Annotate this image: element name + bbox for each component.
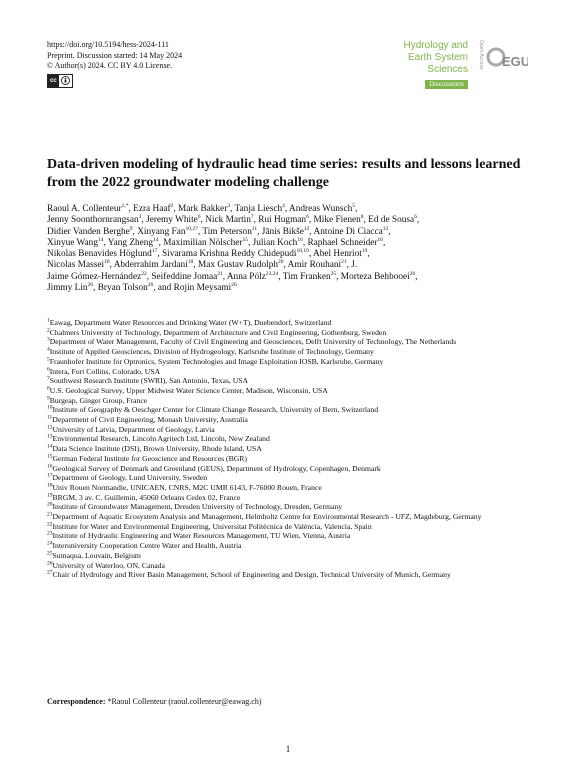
affiliation-item [47, 444, 532, 454]
affiliation-text: Interuniversity Cooperation Centre Water and Health, Austria [52, 541, 242, 551]
affiliation-number: 11 [47, 414, 53, 421]
affiliation-number: 15 [47, 453, 53, 460]
affiliation-number: 2 [47, 327, 50, 334]
by-person-icon [60, 76, 71, 86]
affiliation-number: 20 [47, 501, 53, 508]
affiliation-item [47, 561, 532, 571]
journal-brand [378, 40, 528, 90]
correspondence-email[interactable]: *Raoul Collenteur (raoul.collenteur@eawag.ch) [105, 697, 262, 706]
affiliation-number: 19 [47, 492, 53, 499]
affiliation-text: Department of Geology, Lund University, Sweden [52, 473, 208, 483]
affiliation-number: 1 [47, 317, 50, 324]
affiliation-number: 3 [47, 336, 50, 343]
affiliation-text: U.S. Geological Survey, Upper Midwest Water Science Center, Madison, Wisconsin, USA [49, 385, 328, 395]
affiliation-text: BRGM, 3 av. C. Guillemin, 45060 Orleans Cedex 02, France [52, 492, 241, 502]
affiliation-text: Intera, Fort Collins, Colorado, USA [49, 366, 161, 376]
cc-by-badge[interactable] [47, 74, 73, 88]
affiliation-item [47, 405, 532, 415]
page-number: 1 [285, 744, 291, 754]
affiliation-text: Institute of Geography & Oeschger Center for Climate Change Research, University of Bern, Switzerland [52, 405, 379, 415]
affiliation-number: 26 [47, 560, 53, 567]
affiliation-text: Burgeap, Ginger Group, France [49, 395, 148, 405]
author-list [47, 204, 532, 294]
affiliation-text: Data Science Institute (DSI), Brown University, Rhode Island, USA [52, 444, 262, 454]
affiliation-item [47, 483, 532, 493]
affiliation-text: Fraunhofer Institute for Optronics, System Technologies and Image Exploitation IOSB, Karlsruhe, Germany [49, 356, 384, 366]
affiliation-number: 5 [47, 356, 50, 363]
correspondence [47, 697, 262, 706]
affiliation-text: Institute of Hydraulic Engineering and Water Resources Management, TU Wien, Vienna, Austria [52, 531, 351, 541]
affiliation-item [47, 531, 532, 541]
author-line: Nicolas Massei$^{18}$, Abderrahim Jardani$^{18}$, Max Gustav Rudolph$^{20}$, Amir Rouhani$^{21}$, J. [47, 259, 358, 271]
affiliation-number: 9 [47, 395, 50, 402]
affiliation-text: German Federal Institute for Geoscience and Resources (BGR) [52, 453, 247, 463]
affiliation-item [47, 541, 532, 551]
affiliation-number: 17 [47, 472, 53, 479]
affiliation-text: Institute of Groundwater Management, Dresden University of Technology, Dresden, Germany [52, 502, 343, 512]
discussions-label: Discussions [425, 80, 468, 89]
affiliation-text: Southwest Research Institute (SWRI), San Antonio, Texas, USA [49, 376, 249, 386]
affiliation-list [47, 318, 532, 580]
affiliation-number: 25 [47, 550, 53, 557]
affiliation-item [47, 434, 532, 444]
license-text: © Author(s) 2024. CC BY 4.0 License. [47, 61, 173, 71]
open-access-label: Open Access [478, 40, 484, 70]
affiliation-item [47, 328, 532, 338]
affiliation-text: Geological Survey of Denmark and Greenland (GEUS), Department of Hydrology, Copenhagen, Denmark [52, 463, 381, 473]
affiliation-number: 23 [47, 530, 53, 537]
affiliation-text: Sumaqua, Louvain, Belgium [52, 550, 141, 560]
author-line: Nikolas Benavides Höglund$^{17}$, Sivarama Krishna Reddy Chidepudi$^{18,19}$, Abel Henriot$^{19}$, [47, 248, 370, 260]
egu-logo [486, 44, 528, 80]
correspondence-label: Correspondence: [47, 697, 106, 706]
affiliation-item [47, 522, 532, 532]
affiliation-item [47, 464, 532, 474]
author-line: Xinyue Wang$^{14}$, Yang Zheng$^{14}$, Maximilian Nölscher$^{15}$, Julian Koch$^{16}$, Raphael Schneider$^{16}$, [47, 236, 386, 248]
cc-badge-label: cc [48, 75, 59, 87]
affiliation-text: Univ Rouen Normandie, UNICAEN, CNRS, M2C UMR 6143, F-76000 Rouen, France [52, 482, 322, 492]
affiliation-text: Chalmers University of Technology, Department of Architecture and Civil Engineering, Gothenburg, Sweden [49, 327, 387, 337]
affiliation-text: Institute of Applied Geosciences, Division of Hydrogeology, Karlsruhe Institute of Technology, Germany [49, 347, 374, 357]
affiliation-text: University of Waterloo, ON, Canada [52, 560, 165, 570]
doi-link[interactable]: https://doi.org/10.5194/hess-2024-111 [47, 40, 169, 49]
affiliation-number: 13 [47, 433, 53, 440]
affiliation-number: 16 [47, 462, 53, 469]
affiliation-text: Chair of Hydrology and River Basin Management, School of Engineering and Design, Technical University of Munich, Germany [52, 570, 451, 580]
affiliation-item [47, 347, 532, 357]
affiliation-number: 27 [47, 569, 53, 576]
affiliation-item [47, 551, 532, 561]
affiliation-item [47, 425, 532, 435]
affiliation-number: 18 [47, 482, 53, 489]
affiliation-item [47, 454, 532, 464]
affiliation-item [47, 415, 532, 425]
affiliation-number: 4 [47, 346, 50, 353]
affiliation-text: Department of Water Management, Faculty of Civil Engineering and Geosciences, Delft University of Technology, The Netherlands [49, 337, 457, 347]
affiliation-number: 22 [47, 521, 53, 528]
affiliation-number: 7 [47, 375, 50, 382]
affiliation-text: University of Latvia, Department of Geology, Latvia [52, 424, 215, 434]
svg-text:EGU: EGU [502, 54, 528, 69]
affiliation-number: 12 [47, 424, 53, 431]
affiliation-text: Department of Aquatic Ecosystem Analysis and Management, Helmholtz Centre for Environmental Research - UFZ, Magdeburg, Germany [52, 512, 482, 522]
affiliation-item [47, 512, 532, 522]
affiliation-number: 14 [47, 443, 53, 450]
affiliation-text: Environmental Research, Lincoln Agritech Ltd, Lincoln, New Zealand [52, 434, 270, 444]
paper-title: Data-driven modeling of hydraulic head time series: results and lessons learned from the 2022 groundwater modeling challenge [47, 157, 521, 190]
author-line: Jenny Soonthornrangsan$^3$, Jeremy White$^6$, Nick Martin$^7$, Rui Hugman$^6$, Mike Fienen$^8$, Ed de Sousa$^6$, [47, 214, 420, 226]
author-line: Didier Vanden Berghe$^9$, Xinyang Fan$^{10,27}$, Tim Peterson$^{11}$, Jānis Bikše$^{12}$, Antoine Di Ciacca$^{13}$, [47, 225, 391, 237]
affiliation-item [47, 473, 532, 483]
author-line: Jimmy Lin$^{26}$, Bryan Tolson$^{26}$, and Rojin Meysami$^{26}$ [47, 281, 237, 294]
affiliation-item [47, 367, 532, 377]
affiliation-number: 21 [47, 511, 53, 518]
affiliation-item [47, 376, 532, 386]
author-line: Jaime Gómez-Hernández$^{22}$, Seifeddine Jomaa$^{21}$, Anna Pölz$^{23,24}$, Tim Franken$^{25}$, Morteza Behbooei$^{26}$, [47, 270, 418, 282]
affiliation-number: 10 [47, 404, 53, 411]
preprint-status: Preprint. Discussion started: 14 May 2024 [47, 50, 183, 60]
affiliation-item [47, 570, 532, 580]
affiliation-text: Institute for Water and Environmental Engineering, Universitat Politècnica de València, Valencia, Spain [52, 521, 372, 531]
affiliation-item [47, 337, 532, 347]
affiliation-text: Department of Civil Engineering, Monash University, Australia [52, 415, 248, 425]
affiliation-item [47, 396, 532, 406]
affiliation-item [47, 318, 532, 328]
affiliation-item [47, 502, 532, 512]
preprint-header [47, 40, 182, 88]
journal-name: Hydrology and Earth System Sciences [403, 40, 468, 75]
affiliation-number: 24 [47, 540, 53, 547]
author-line: Raoul A. Collenteur$^{1,*}$, Ezra Haaf$^2$, Mark Bakker$^3$, Tanja Liesch$^4$, Andreas Wunsch$^5$, [47, 202, 358, 214]
affiliation-item [47, 357, 532, 367]
affiliation-number: 8 [47, 385, 50, 392]
affiliation-text: Eawag, Department Water Resources and Drinking Water (W+T), Duebendorf, Switzerland [49, 318, 332, 327]
affiliation-item [47, 493, 532, 503]
affiliation-number: 6 [47, 365, 50, 372]
affiliation-item [47, 386, 532, 396]
